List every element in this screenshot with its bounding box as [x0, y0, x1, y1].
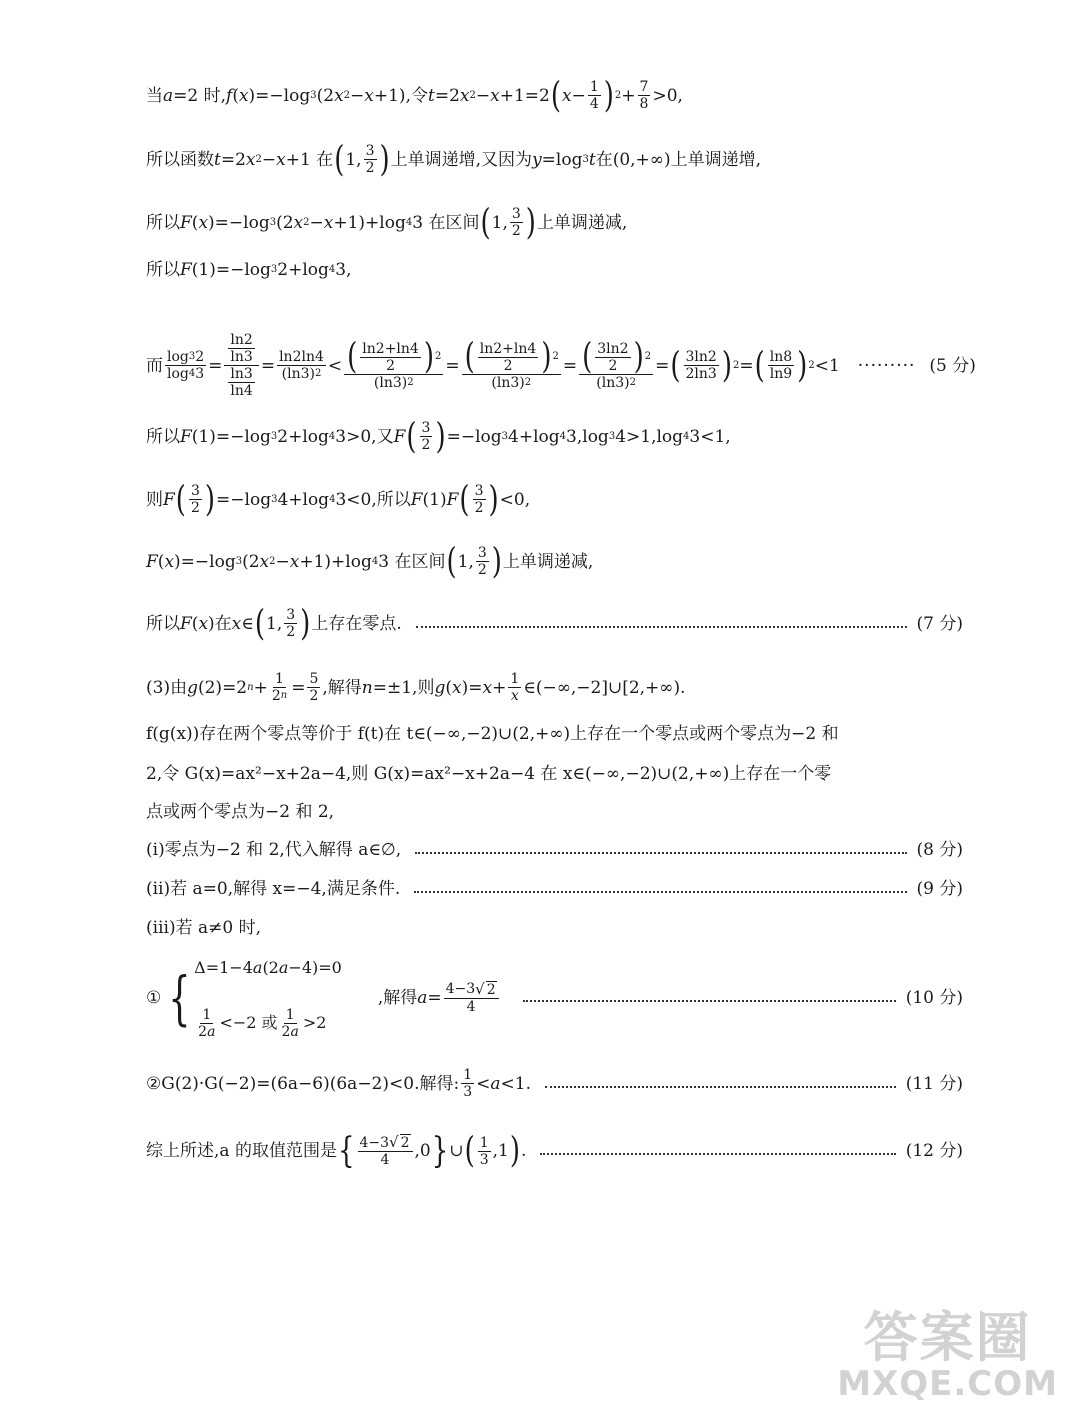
score-12: (12 分): [905, 1141, 963, 1162]
line-16: [146, 916, 963, 940]
line-7-lead: 则: [146, 489, 163, 510]
line-18-math: 1 3 < a <1.: [463, 1067, 531, 1101]
score-7: (7 分): [916, 613, 963, 634]
line-9: [146, 603, 963, 644]
line-19-math: { 4−3 √ 2 4 ,0 } ∪ ( 1 3 ,1 ) .: [337, 1130, 527, 1172]
line-10-math: g (2)=2 n + 1 2 n = 5 2 ,解得 n =±1,则 g ( x )= x + 1 x ∈(−∞,−2]∪[2,+∞).: [187, 671, 686, 705]
line-9-lead: 所以: [146, 613, 180, 634]
line-17-lead: ①: [146, 988, 162, 1008]
line-18: [146, 1067, 963, 1100]
line-19-lead: 综上所述,a 的取值范围是: [146, 1141, 337, 1162]
line-9-math: F ( x )在 x ∈ ( 1, 3 2 ) 上存在零点.: [180, 603, 402, 644]
score-10: (10 分): [905, 988, 963, 1008]
line-1: [146, 75, 963, 116]
line-2-math: t =2 x 2 − x +1 在 ( 1, 3 2 ) 上单调递增,又因为 y =log 3 t 在(0,+∞)上单调递增,: [214, 139, 761, 180]
line-5-lead: 而: [146, 355, 163, 376]
line-6-math: F (1)=−log 3 2+log 4 3>0,又 F ( 3 2 ) =−log 3 4+log 4 3,log 3 4>1,log 4 3<1,: [180, 416, 731, 457]
leader-dots-11: [545, 1086, 896, 1088]
score-5: (5 分): [929, 355, 976, 376]
line-4-lead: 所以: [146, 260, 180, 280]
line-3: [146, 202, 963, 243]
line-16-text: (ⅲ)若 a≠0 时,: [146, 918, 261, 938]
line-7-math: F ( 3 2 ) =−log 3 4+log 4 3<0,所以 F (1) F ( 3 2 ) <0,: [163, 479, 531, 520]
line-7: [146, 479, 963, 520]
line-6-lead: 所以: [146, 426, 180, 447]
line-17: [146, 952, 963, 1044]
line-8-math: F ( x )=−log 3 (2 x 2 − x +1)+log 4 3 在区间 ( 1, 3 2 ) 上单调递减,: [146, 541, 594, 582]
line-12-text: 2,令 G(x)=ax²−x+2a−4,则 G(x)=ax²−x+2a−4 在 x∈(−∞,−2)∪(2,+∞)上存在一个零: [146, 764, 832, 784]
line-3-math: F ( x )=−log 3 (2 x 2 − x +1)+log 4 3 在区间 ( 1, 3 2 ) 上单调递减,: [180, 202, 628, 243]
line-19: [146, 1130, 963, 1172]
leader-dots-12: [540, 1153, 895, 1155]
score-8: (8 分): [916, 840, 963, 860]
leader-dots-10: [523, 1000, 896, 1002]
leader-dots-7: [416, 626, 907, 628]
line-10-lead: (3)由: [146, 677, 188, 698]
line-8: [146, 541, 963, 582]
leader-dots-9: [414, 891, 906, 893]
score-9: (9 分): [916, 879, 963, 899]
watermark-site: MXQE.COM: [837, 1364, 1058, 1404]
brace-icon: {: [168, 964, 191, 1032]
line-5: [146, 332, 976, 400]
equation-system: { Δ=1−4a(2a−4)=0 1 2 a <−2 或 1 2 a >2: [168, 958, 342, 1040]
line-17-result: ,解得 a = 4−3 √ 2 4: [378, 981, 501, 1015]
leader-dots-5: ·········: [857, 355, 916, 376]
line-15-text: (ⅱ)若 a=0,解得 x=−4,满足条件.: [146, 879, 401, 899]
line-5-math: log 3 2 log 4 3 = ln2 ln3 ln3 ln4 = ln2ln4 (ln3) 2 < ( ln2+ln4 2 ) 2 (ln3) 2 = ( ln2+ln4 2 ) 2 (ln3) 2 = ( 3ln2 2 ) 2 (ln3) 2 = ( 3ln2 2ln3 ) 2 = ( ln8 ln9 ) 2 <1: [167, 332, 840, 400]
line-13-text: 点或两个零点为−2 和 2,: [146, 802, 335, 822]
line-14-text: (ⅰ)零点为−2 和 2,代入解得 a∈∅,: [146, 840, 402, 860]
line-2: [146, 139, 963, 180]
line-6: [146, 416, 963, 457]
watermark-brand: 答案圈: [863, 1306, 1032, 1369]
line-3-lead: 所以: [146, 212, 180, 233]
line-2-lead: 所以函数: [146, 149, 214, 170]
line-15: [146, 877, 963, 901]
line-1-lead: 当: [146, 85, 163, 106]
watermark-logo: [837, 1306, 1058, 1404]
leader-dots-8: [415, 852, 906, 854]
score-11: (11 分): [905, 1073, 963, 1094]
line-1-math: a =2 时, f ( x )=−log 3 (2 x 2 − x +1),令 t =2 x 2 − x +1=2 ( x − 1 4 ) 2 + 7 8 >0,: [163, 75, 683, 116]
line-11-text: f(g(x))存在两个零点等价于 f(t)在 t∈(−∞,−2)∪(2,+∞)上存在一个零点或两个零点为−2 和: [146, 724, 839, 744]
line-18-text: ②G(2)·G(−2)=(6a−6)(6a−2)<0.解得:: [146, 1073, 460, 1094]
line-10: [146, 671, 963, 704]
line-4: [146, 258, 963, 282]
line-11: [146, 722, 963, 746]
line-14: [146, 838, 963, 862]
line-13: [146, 800, 963, 824]
line-12: [146, 762, 963, 786]
line-4-math: F (1)=−log 3 2+log 4 3,: [180, 260, 352, 280]
